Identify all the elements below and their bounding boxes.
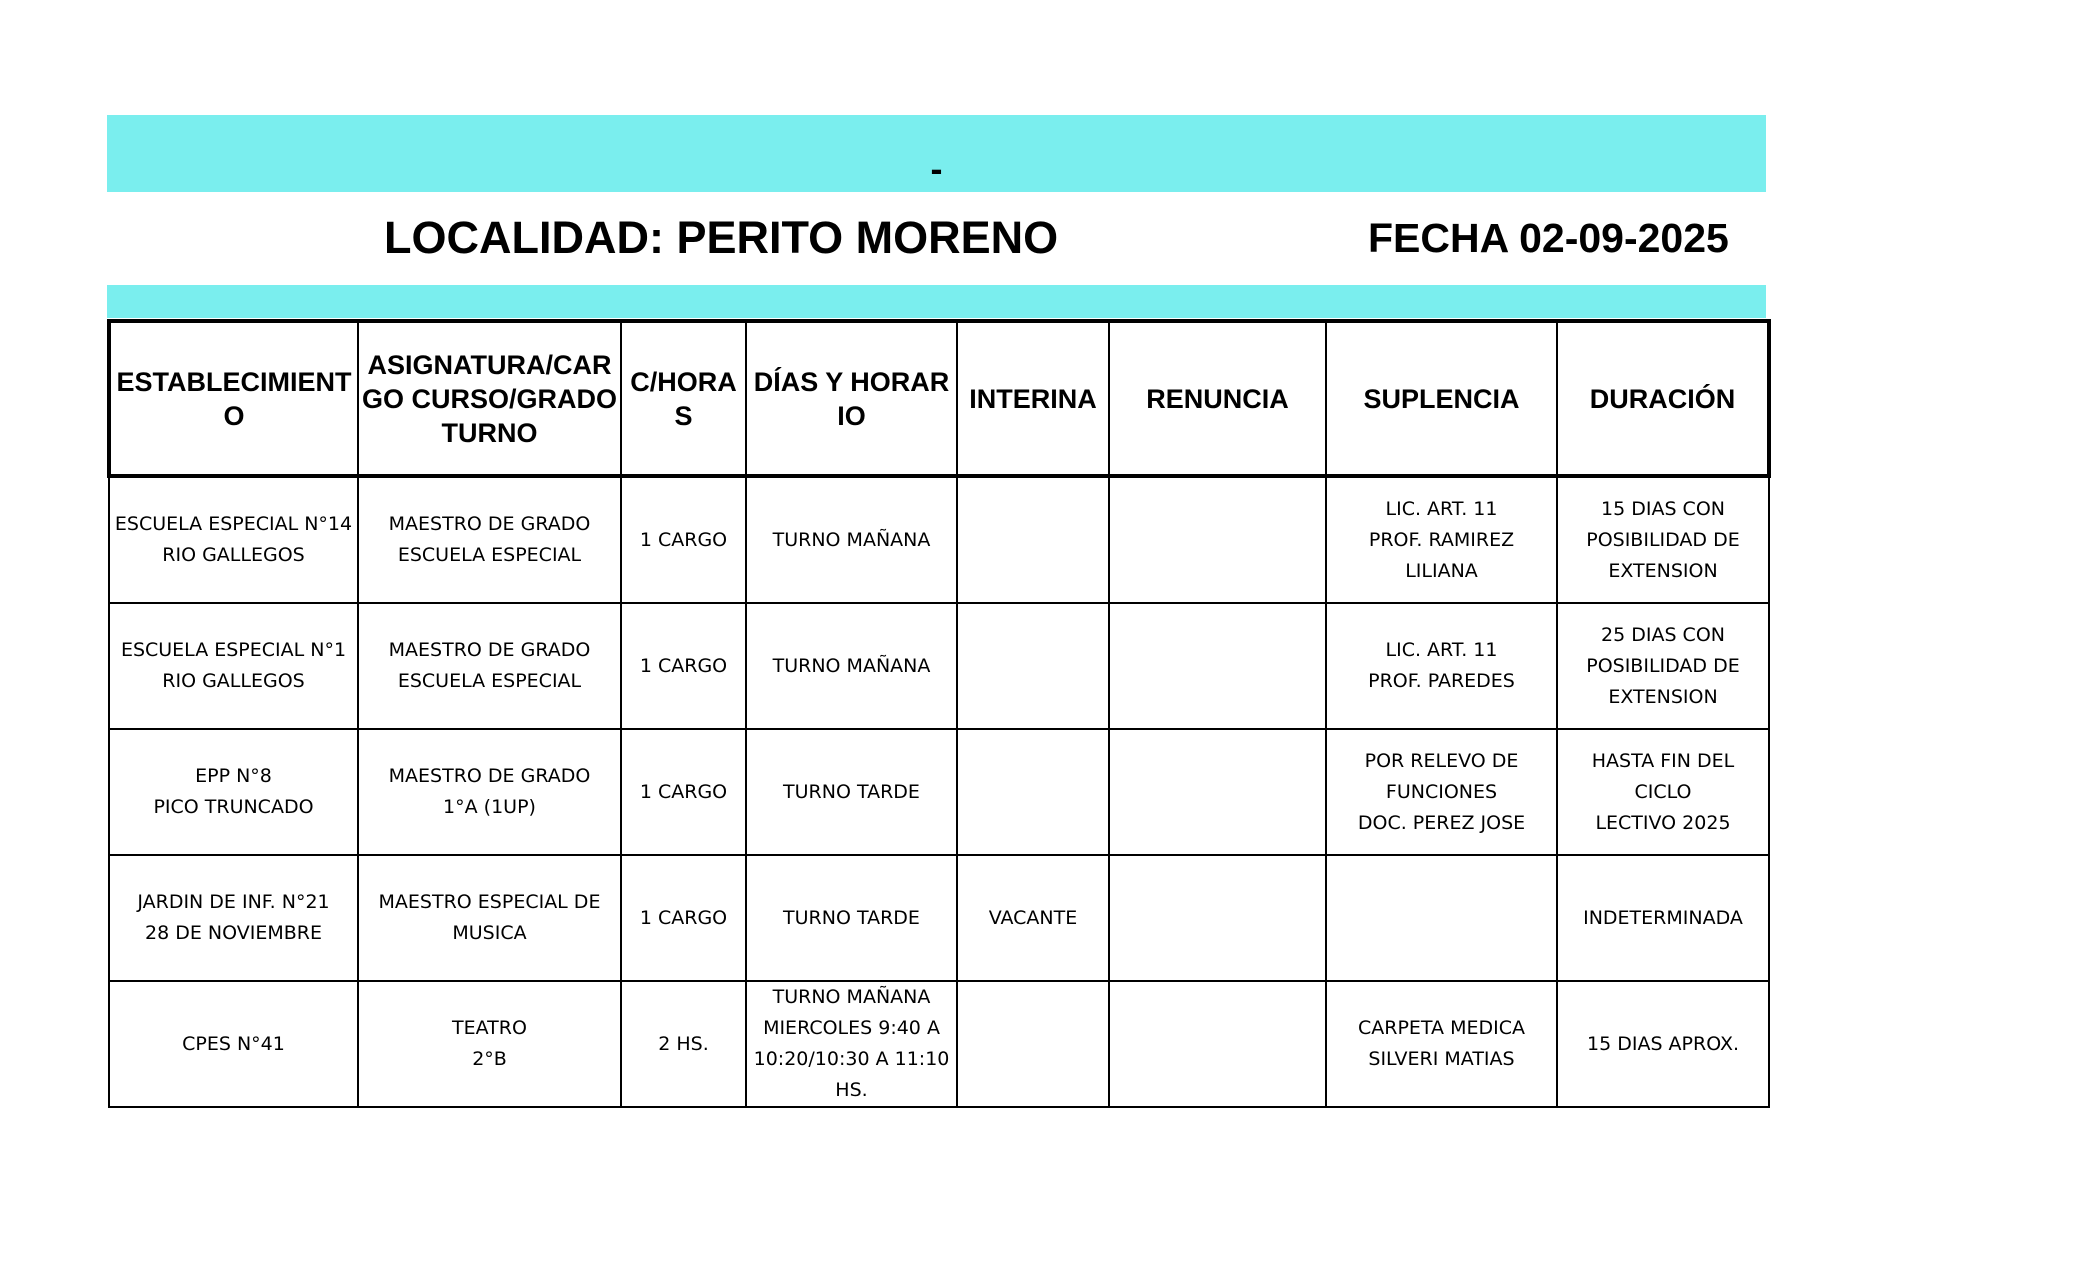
cell-line: MUSICA (452, 922, 527, 944)
cell-line: 10:20/10:30 A 11:10 (753, 1048, 950, 1070)
cell-establecimiento (109, 729, 358, 855)
cell-asignatura (358, 855, 621, 981)
cell-duracion (1557, 729, 1769, 855)
cell-line: FUNCIONES (1385, 780, 1498, 803)
table-row (109, 603, 1769, 729)
col-header-renuncia: RENUNCIA (1109, 321, 1326, 476)
cell-horas: 2 HS. (621, 981, 746, 1107)
cell-interina (957, 476, 1109, 603)
cell-line: 15 DIAS APROX. (1587, 1032, 1739, 1055)
cell-line: MIERCOLES 9:40 A (763, 1017, 940, 1039)
cell-duracion (1557, 981, 1769, 1107)
cell-line: CPES N°41 (182, 1032, 285, 1055)
date-label: FECHA 02-09-2025 (1368, 215, 1729, 261)
col-header-horario: DÍAS Y HORARIO (746, 321, 957, 476)
col-header-duracion: DURACIÓN (1557, 321, 1769, 476)
cell-horario (746, 476, 957, 603)
cell-horas: 1 CARGO (621, 729, 746, 855)
cell-line: CARPETA MEDICA (1358, 1017, 1525, 1039)
table-row (109, 855, 1769, 981)
cell-line: 1°A (1UP) (443, 796, 536, 818)
cell-asignatura (358, 476, 621, 603)
cell-line: HS. (835, 1079, 868, 1101)
cell-line: POSIBILIDAD DE (1586, 528, 1740, 551)
cell-renuncia (1109, 729, 1326, 855)
cell-interina (957, 981, 1109, 1107)
cell-line: TURNO TARDE (783, 780, 920, 803)
table-row (109, 981, 1769, 1107)
cell-duracion (1557, 603, 1769, 729)
cell-line: ESCUELA ESPECIAL N°14 (114, 513, 353, 535)
cell-line: PROF. RAMIREZ (1368, 528, 1515, 551)
cell-line: PICO TRUNCADO (153, 796, 314, 818)
cell-line: 2°B (472, 1048, 507, 1070)
cell-line: RIO GALLEGOS (162, 544, 305, 566)
header-dash: - (930, 148, 943, 189)
cell-establecimiento (109, 603, 358, 729)
cell-line: SILVERI MATIAS (1368, 1048, 1515, 1070)
cell-horario (746, 981, 957, 1107)
locality-title: LOCALIDAD: PERITO MORENO (384, 212, 1059, 263)
cell-line: HASTA FIN DEL CICLO (1591, 749, 1735, 803)
vacancies-table (107, 319, 1771, 1108)
cell-line: TURNO TARDE (783, 906, 920, 929)
cell-asignatura (358, 603, 621, 729)
cell-horario (746, 855, 957, 981)
col-header-asignatura: ASIGNATURA/CARGO CURSO/GRADO TURNO (358, 321, 621, 476)
cell-line: TEATRO (452, 1017, 527, 1039)
cell-establecimiento (109, 476, 358, 603)
cell-renuncia (1109, 476, 1326, 603)
cell-line: POSIBILIDAD DE (1586, 654, 1740, 677)
cell-line: TURNO MAÑANA (772, 654, 931, 677)
cell-line: ESCUELA ESPECIAL N°1 (120, 639, 347, 661)
cell-line: TURNO MAÑANA (772, 528, 931, 551)
cell-interina (957, 729, 1109, 855)
table-body (109, 476, 1769, 1107)
cell-line: POR RELEVO DE (1364, 749, 1519, 772)
cell-line: DOC. PEREZ JOSE (1357, 811, 1526, 834)
cell-line: EPP N°8 (195, 765, 272, 787)
bottom-color-band (107, 285, 1766, 318)
col-header-horas: C/HORAS (621, 321, 746, 476)
cell-line: LECTIVO 2025 (1595, 811, 1731, 834)
cell-horario (746, 603, 957, 729)
col-header-interina: INTERINA (957, 321, 1109, 476)
cell-line: ESCUELA ESPECIAL (397, 670, 582, 692)
table-row (109, 729, 1769, 855)
cell-line: JARDIN DE INF. N°21 (137, 891, 330, 913)
cell-line: INDETERMINADA (1583, 906, 1743, 929)
table-row (109, 476, 1769, 603)
cell-line: TURNO MAÑANA (772, 986, 931, 1008)
cell-horario (746, 729, 957, 855)
cell-line: EXTENSION (1608, 685, 1718, 708)
cell-line: MAESTRO DE GRADO (388, 639, 591, 661)
cell-establecimiento (109, 981, 358, 1107)
cell-line: LILIANA (1405, 559, 1478, 582)
cell-renuncia (1109, 981, 1326, 1107)
cell-horas: 1 CARGO (621, 603, 746, 729)
cell-suplencia (1326, 855, 1557, 981)
cell-renuncia (1109, 603, 1326, 729)
cell-line: MAESTRO ESPECIAL DE (378, 891, 601, 913)
cell-line: 28 DE NOVIEMBRE (145, 922, 322, 944)
col-header-suplencia: SUPLENCIA (1326, 321, 1557, 476)
cell-line: RIO GALLEGOS (162, 670, 305, 692)
cell-establecimiento (109, 855, 358, 981)
cell-line: ESCUELA ESPECIAL (397, 544, 582, 566)
cell-interina: VACANTE (957, 855, 1109, 981)
cell-line: LIC. ART. 11 (1385, 497, 1498, 520)
cell-renuncia (1109, 855, 1326, 981)
cell-line: LIC. ART. 11 (1385, 639, 1498, 661)
cell-line: EXTENSION (1608, 559, 1718, 582)
cell-asignatura (358, 981, 621, 1107)
top-color-band (107, 115, 1766, 192)
cell-duracion (1557, 476, 1769, 603)
cell-suplencia (1326, 729, 1557, 855)
cell-suplencia (1326, 603, 1557, 729)
cell-line: 15 DIAS CON (1601, 497, 1725, 520)
cell-line: PROF. PAREDES (1368, 670, 1515, 692)
table-header-row (109, 321, 1769, 476)
col-header-establecimiento: ESTABLECIMIENTO (109, 321, 358, 476)
cell-interina (957, 603, 1109, 729)
cell-suplencia (1326, 981, 1557, 1107)
cell-asignatura (358, 729, 621, 855)
cell-line: MAESTRO DE GRADO (388, 513, 591, 535)
cell-horas: 1 CARGO (621, 855, 746, 981)
cell-horas: 1 CARGO (621, 476, 746, 603)
cell-duracion (1557, 855, 1769, 981)
cell-line: 25 DIAS CON (1601, 623, 1725, 646)
cell-suplencia (1326, 476, 1557, 603)
cell-line: MAESTRO DE GRADO (388, 765, 591, 787)
